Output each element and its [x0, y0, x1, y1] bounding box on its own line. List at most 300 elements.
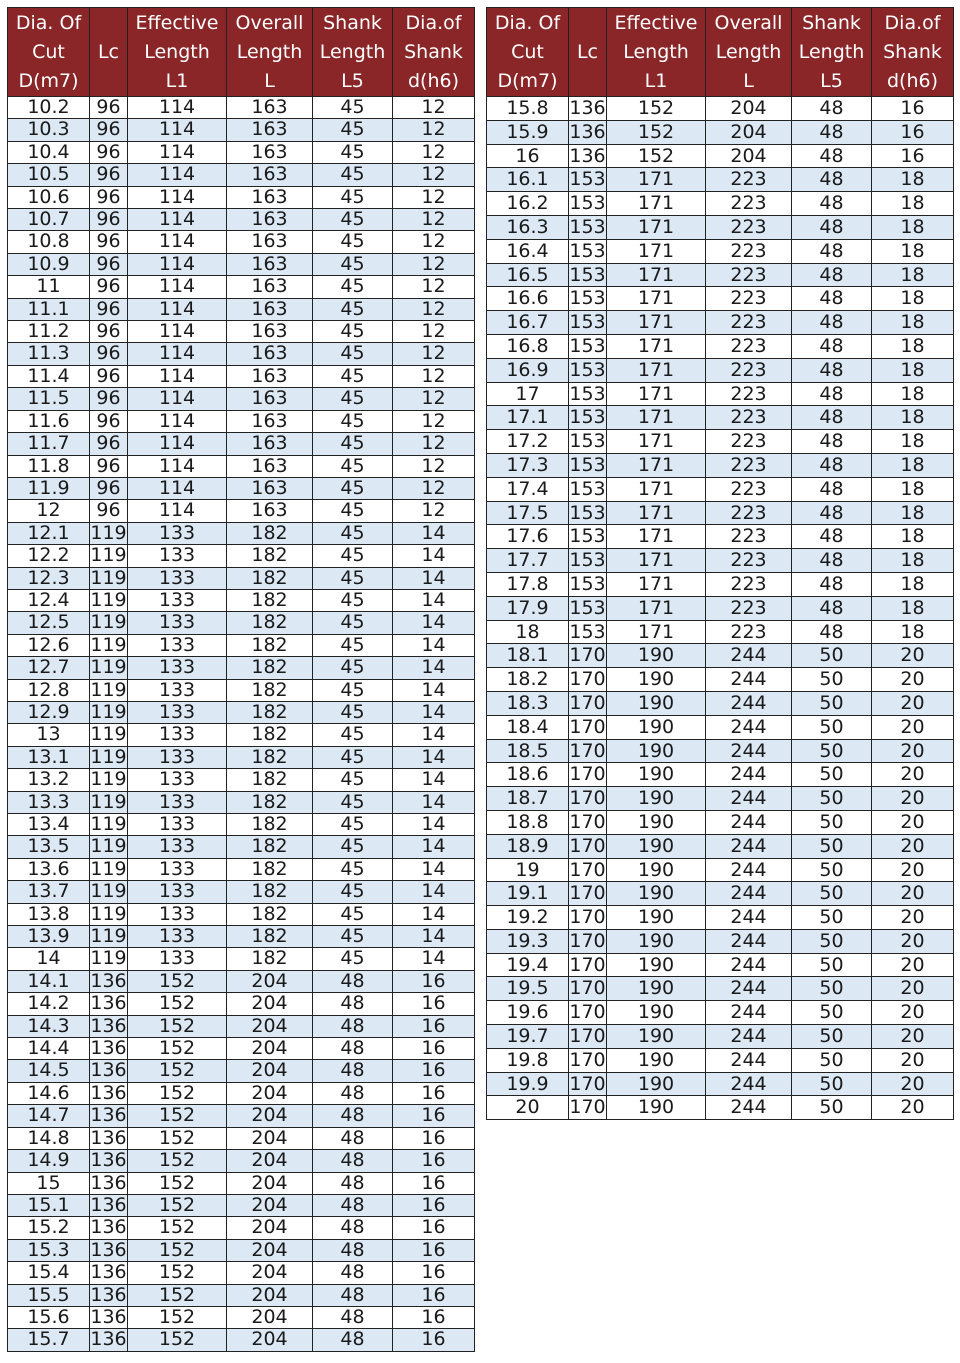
cell-shank-length: 50 — [792, 691, 872, 715]
cell-dia-of-shank: 20 — [872, 953, 954, 977]
table-row — [8, 545, 475, 567]
cell-dia-of-cut: 11.6 — [8, 410, 90, 432]
table-header — [487, 8, 954, 97]
cell-overall-length: 163 — [227, 97, 313, 119]
header-overall-length: Overall Length L — [706, 8, 792, 97]
cell-shank-length: 50 — [792, 763, 872, 787]
cell-lc: 119 — [90, 903, 127, 925]
cell-dia-of-cut: 14.9 — [8, 1150, 90, 1172]
cell-overall-length: 223 — [706, 549, 792, 573]
cell-dia-of-shank: 16 — [393, 1194, 475, 1216]
cell-lc: 153 — [569, 215, 606, 238]
cell-dia-of-shank: 20 — [872, 763, 954, 787]
cell-effective-length: 190 — [607, 834, 706, 858]
cell-overall-length: 204 — [227, 1082, 313, 1104]
cell-effective-length: 152 — [128, 1306, 227, 1328]
spec-table-right — [486, 7, 954, 1120]
cell-dia-of-shank: 14 — [393, 657, 475, 679]
cell-overall-length: 223 — [706, 525, 792, 549]
table-row — [8, 970, 475, 992]
cell-dia-of-cut: 14.2 — [8, 993, 90, 1015]
cell-effective-length: 114 — [128, 276, 227, 298]
cell-shank-length: 45 — [313, 164, 393, 186]
cell-lc: 153 — [569, 311, 606, 334]
table-row — [8, 522, 475, 544]
table-row — [487, 810, 954, 834]
table-row — [487, 1048, 954, 1072]
cell-shank-length: 48 — [792, 501, 872, 525]
cell-dia-of-shank: 16 — [393, 1239, 475, 1261]
cell-effective-length: 152 — [128, 1329, 227, 1351]
cell-lc: 96 — [90, 231, 128, 253]
cell-shank-length: 48 — [313, 1262, 393, 1284]
table-row — [8, 1038, 475, 1060]
table-row — [8, 589, 475, 611]
cell-shank-length: 48 — [313, 1150, 393, 1172]
cell-overall-length: 223 — [706, 358, 792, 382]
cell-overall-length: 223 — [706, 215, 792, 239]
cell-dia-of-cut: 16.3 — [487, 215, 569, 239]
table-row — [8, 612, 475, 634]
table-row — [487, 1001, 954, 1025]
cell-dia-of-cut: 13.8 — [8, 903, 90, 925]
cell-effective-length: 171 — [607, 215, 706, 239]
cell-dia-of-shank: 16 — [393, 1306, 475, 1328]
cell-effective-length: 152 — [607, 97, 706, 121]
cell-dia-of-cut: 10.4 — [8, 141, 90, 163]
table-row — [487, 311, 954, 335]
cell-effective-length: 152 — [607, 144, 706, 168]
cell-effective-length: 190 — [607, 882, 706, 906]
cell-lc: 136 — [569, 120, 606, 143]
cell-dia-of-cut: 18.3 — [487, 691, 569, 715]
cell-shank-length: 45 — [313, 634, 393, 656]
cell-overall-length: 244 — [706, 644, 792, 668]
cell-dia-of-cut: 16.7 — [487, 311, 569, 335]
cell-dia-of-cut: 19.6 — [487, 1001, 569, 1025]
cell-dia-of-shank: 20 — [872, 787, 954, 811]
table-row — [8, 119, 475, 141]
cell-dia-of-shank: 12 — [393, 186, 475, 208]
cell-shank-length: 50 — [792, 834, 872, 858]
cell-shank-length: 48 — [313, 1015, 393, 1037]
cell-overall-length: 182 — [227, 522, 313, 544]
cell-lc: 136 — [90, 1172, 127, 1194]
table-row — [8, 657, 475, 679]
cell-shank-length: 48 — [313, 1217, 393, 1239]
cell-effective-length: 171 — [607, 382, 706, 406]
cell-lc: 170 — [569, 691, 606, 714]
cell-lc: 96 — [90, 97, 128, 119]
cell-dia-of-shank: 18 — [872, 192, 954, 216]
cell-effective-length: 171 — [607, 477, 706, 501]
cell-dia-of-cut: 14.8 — [8, 1127, 90, 1149]
cell-lc: 170 — [569, 1072, 606, 1095]
table-row — [8, 993, 475, 1015]
cell-dia-of-shank: 14 — [393, 612, 475, 634]
cell-dia-of-shank: 12 — [393, 455, 475, 477]
cell-dia-of-shank: 14 — [393, 948, 475, 970]
cell-overall-length: 244 — [706, 929, 792, 953]
cell-lc: 136 — [90, 1037, 127, 1060]
cell-dia-of-cut: 12.9 — [8, 701, 90, 723]
cell-effective-length: 152 — [128, 1105, 227, 1127]
cell-lc: 153 — [569, 406, 606, 429]
cell-dia-of-cut: 19.8 — [487, 1048, 569, 1072]
table-row — [8, 1172, 475, 1194]
table-row — [487, 120, 954, 144]
table-row — [487, 596, 954, 620]
cell-dia-of-shank: 12 — [393, 209, 475, 231]
cell-lc: 153 — [569, 501, 606, 524]
cell-lc: 170 — [569, 834, 606, 857]
cell-dia-of-shank: 18 — [872, 382, 954, 406]
table-row — [8, 1284, 475, 1306]
cell-lc: 170 — [569, 882, 606, 905]
cell-effective-length: 190 — [607, 906, 706, 930]
table-row — [487, 668, 954, 692]
cell-shank-length: 50 — [792, 715, 872, 739]
cell-shank-length: 45 — [313, 365, 393, 387]
table-row — [487, 1096, 954, 1120]
cell-effective-length: 133 — [128, 522, 227, 544]
cell-dia-of-shank: 12 — [393, 321, 475, 343]
cell-dia-of-cut: 18 — [487, 620, 569, 644]
cell-overall-length: 163 — [227, 276, 313, 298]
cell-lc: 119 — [90, 634, 127, 656]
cell-dia-of-cut: 14.4 — [8, 1038, 90, 1060]
cell-dia-of-shank: 20 — [872, 810, 954, 834]
header-overall-length: Overall Length L — [227, 8, 313, 97]
table-row — [487, 144, 954, 168]
cell-overall-length: 223 — [706, 501, 792, 525]
cell-lc: 153 — [569, 453, 606, 476]
cell-effective-length: 190 — [607, 715, 706, 739]
cell-effective-length: 114 — [128, 209, 227, 231]
table-row — [8, 1194, 475, 1216]
header-dia-of-cut: Dia. Of Cut D(m7) — [8, 8, 90, 97]
table-body — [8, 97, 475, 1352]
cell-effective-length: 171 — [607, 596, 706, 620]
cell-lc: 153 — [569, 549, 606, 572]
cell-effective-length: 152 — [128, 1127, 227, 1149]
cell-effective-length: 171 — [607, 192, 706, 216]
cell-effective-length: 190 — [607, 1072, 706, 1096]
cell-overall-length: 182 — [227, 791, 313, 813]
table-row — [8, 500, 475, 522]
cell-overall-length: 244 — [706, 715, 792, 739]
cell-effective-length: 152 — [128, 1194, 227, 1216]
table-row — [8, 746, 475, 768]
cell-overall-length: 163 — [227, 231, 313, 253]
table-row — [487, 263, 954, 287]
cell-dia-of-shank: 20 — [872, 1025, 954, 1049]
cell-shank-length: 48 — [792, 477, 872, 501]
cell-effective-length: 190 — [607, 1048, 706, 1072]
cell-lc: 153 — [569, 334, 606, 357]
cell-lc: 136 — [90, 1149, 127, 1172]
cell-shank-length: 48 — [313, 1194, 393, 1216]
cell-overall-length: 244 — [706, 810, 792, 834]
header-dia-of-shank: Dia.of Shank d(h6) — [872, 8, 954, 97]
cell-dia-of-cut: 16.8 — [487, 334, 569, 358]
cell-lc: 136 — [90, 1015, 127, 1037]
cell-dia-of-shank: 12 — [393, 253, 475, 275]
cell-dia-of-cut: 17 — [487, 382, 569, 406]
cell-shank-length: 50 — [792, 1072, 872, 1096]
cell-shank-length: 48 — [313, 1038, 393, 1060]
cell-effective-length: 133 — [128, 724, 227, 746]
cell-dia-of-shank: 18 — [872, 549, 954, 573]
cell-effective-length: 114 — [128, 97, 227, 119]
cell-dia-of-shank: 14 — [393, 634, 475, 656]
cell-effective-length: 114 — [128, 298, 227, 320]
cell-effective-length: 114 — [128, 164, 227, 186]
table-row — [8, 791, 475, 813]
cell-dia-of-shank: 18 — [872, 477, 954, 501]
table-row — [8, 769, 475, 791]
table-row — [8, 276, 475, 298]
table-row — [8, 881, 475, 903]
cell-dia-of-cut: 18.6 — [487, 763, 569, 787]
cell-shank-length: 45 — [313, 209, 393, 231]
table-row — [8, 1060, 475, 1082]
header-row — [487, 8, 954, 97]
cell-shank-length: 45 — [313, 814, 393, 836]
cell-shank-length: 45 — [313, 926, 393, 948]
cell-dia-of-cut: 19.5 — [487, 977, 569, 1001]
cell-lc: 153 — [569, 596, 606, 619]
cell-overall-length: 182 — [227, 701, 313, 723]
cell-dia-of-shank: 14 — [393, 881, 475, 903]
cell-dia-of-cut: 10.3 — [8, 119, 90, 141]
cell-lc: 136 — [90, 1284, 127, 1306]
cell-effective-length: 114 — [128, 343, 227, 365]
cell-lc: 96 — [90, 343, 128, 365]
table-row — [8, 1127, 475, 1149]
cell-shank-length: 45 — [313, 567, 393, 589]
cell-lc: 119 — [90, 746, 127, 768]
table-row — [487, 287, 954, 311]
cell-lc: 170 — [569, 977, 606, 1000]
cell-shank-length: 48 — [792, 287, 872, 311]
cell-lc: 119 — [90, 768, 127, 791]
cell-dia-of-shank: 16 — [393, 993, 475, 1015]
cell-shank-length: 50 — [792, 929, 872, 953]
cell-shank-length: 45 — [313, 186, 393, 208]
cell-lc: 153 — [569, 382, 606, 405]
cell-dia-of-shank: 20 — [872, 739, 954, 763]
cell-dia-of-shank: 20 — [872, 1048, 954, 1072]
cell-dia-of-shank: 16 — [393, 1150, 475, 1172]
cell-effective-length: 171 — [607, 239, 706, 263]
cell-shank-length: 48 — [792, 525, 872, 549]
cell-dia-of-cut: 15.5 — [8, 1284, 90, 1306]
cell-lc: 170 — [569, 1025, 606, 1048]
table-row — [8, 567, 475, 589]
cell-overall-length: 182 — [227, 881, 313, 903]
cell-overall-length: 244 — [706, 668, 792, 692]
cell-dia-of-cut: 10.8 — [8, 231, 90, 253]
cell-effective-length: 133 — [128, 701, 227, 723]
cell-effective-length: 133 — [128, 903, 227, 925]
cell-dia-of-shank: 18 — [872, 501, 954, 525]
table-row — [8, 433, 475, 455]
cell-dia-of-cut: 11.3 — [8, 343, 90, 365]
cell-overall-length: 244 — [706, 882, 792, 906]
cell-effective-length: 133 — [128, 926, 227, 948]
cell-dia-of-cut: 13.1 — [8, 746, 90, 768]
cell-dia-of-cut: 19.7 — [487, 1025, 569, 1049]
cell-dia-of-shank: 20 — [872, 834, 954, 858]
cell-effective-length: 171 — [607, 358, 706, 382]
cell-dia-of-shank: 18 — [872, 406, 954, 430]
cell-shank-length: 48 — [792, 263, 872, 287]
cell-overall-length: 204 — [706, 120, 792, 144]
cell-effective-length: 171 — [607, 287, 706, 311]
cell-effective-length: 171 — [607, 572, 706, 596]
table-row — [8, 186, 475, 208]
cell-shank-length: 48 — [792, 120, 872, 144]
cell-dia-of-cut: 10.2 — [8, 97, 90, 119]
cell-dia-of-shank: 14 — [393, 701, 475, 723]
cell-lc: 170 — [569, 810, 606, 833]
cell-dia-of-cut: 19.1 — [487, 882, 569, 906]
cell-dia-of-shank: 16 — [393, 1329, 475, 1351]
cell-dia-of-cut: 14.7 — [8, 1105, 90, 1127]
cell-lc: 119 — [90, 858, 127, 880]
cell-lc: 96 — [90, 186, 128, 208]
cell-overall-length: 223 — [706, 596, 792, 620]
header-effective-length: Effective Length L1 — [607, 8, 706, 97]
cell-effective-length: 152 — [128, 1262, 227, 1284]
cell-shank-length: 50 — [792, 1025, 872, 1049]
cell-shank-length: 45 — [313, 948, 393, 970]
cell-dia-of-cut: 17.7 — [487, 549, 569, 573]
cell-overall-length: 223 — [706, 287, 792, 311]
cell-shank-length: 48 — [792, 430, 872, 454]
table-row — [487, 453, 954, 477]
table-row — [8, 679, 475, 701]
cell-lc: 119 — [90, 723, 127, 746]
cell-dia-of-cut: 15.8 — [487, 97, 569, 121]
table-header — [8, 8, 475, 97]
cell-overall-length: 223 — [706, 620, 792, 644]
cell-overall-length: 223 — [706, 453, 792, 477]
cell-dia-of-cut: 14 — [8, 948, 90, 970]
cell-dia-of-cut: 10.5 — [8, 164, 90, 186]
cell-lc: 136 — [90, 1216, 127, 1239]
cell-dia-of-shank: 12 — [393, 343, 475, 365]
cell-lc: 153 — [569, 477, 606, 500]
cell-dia-of-shank: 18 — [872, 620, 954, 644]
cell-dia-of-cut: 11 — [8, 276, 90, 298]
table-row — [487, 834, 954, 858]
cell-dia-of-shank: 16 — [393, 1217, 475, 1239]
cell-dia-of-shank: 12 — [393, 298, 475, 320]
cell-shank-length: 48 — [313, 1329, 393, 1351]
cell-shank-length: 48 — [792, 453, 872, 477]
cell-overall-length: 163 — [227, 410, 313, 432]
cell-dia-of-cut: 12 — [8, 500, 90, 522]
cell-effective-length: 171 — [607, 263, 706, 287]
cell-lc: 119 — [90, 589, 127, 611]
cell-dia-of-shank: 12 — [393, 276, 475, 298]
cell-overall-length: 204 — [227, 1105, 313, 1127]
cell-effective-length: 133 — [128, 657, 227, 679]
header-shank-length: Shank Length L5 — [792, 8, 872, 97]
cell-dia-of-shank: 16 — [393, 1172, 475, 1194]
cell-shank-length: 50 — [792, 644, 872, 668]
cell-dia-of-cut: 10.7 — [8, 209, 90, 231]
cell-shank-length: 50 — [792, 668, 872, 692]
cell-dia-of-cut: 17.2 — [487, 430, 569, 454]
cell-overall-length: 244 — [706, 1072, 792, 1096]
cell-lc: 136 — [569, 97, 606, 119]
cell-lc: 170 — [569, 763, 606, 786]
cell-lc: 136 — [90, 1194, 127, 1216]
table-row — [8, 298, 475, 320]
cell-dia-of-shank: 14 — [393, 545, 475, 567]
cell-overall-length: 204 — [227, 1015, 313, 1037]
cell-overall-length: 163 — [227, 500, 313, 522]
table-row — [8, 926, 475, 948]
cell-dia-of-cut: 12.3 — [8, 567, 90, 589]
cell-lc: 153 — [569, 525, 606, 548]
cell-overall-length: 163 — [227, 365, 313, 387]
cell-overall-length: 204 — [227, 970, 313, 992]
cell-effective-length: 190 — [607, 953, 706, 977]
cell-dia-of-shank: 18 — [872, 358, 954, 382]
cell-lc: 119 — [90, 925, 127, 948]
cell-shank-length: 48 — [313, 1284, 393, 1306]
cell-lc: 136 — [90, 1104, 127, 1127]
cell-dia-of-cut: 11.7 — [8, 433, 90, 455]
cell-overall-length: 244 — [706, 953, 792, 977]
header-shank-length: Shank Length L5 — [313, 8, 393, 97]
cell-overall-length: 182 — [227, 926, 313, 948]
cell-shank-length: 45 — [313, 410, 393, 432]
cell-lc: 119 — [90, 813, 127, 835]
cell-shank-length: 48 — [792, 596, 872, 620]
cell-shank-length: 48 — [792, 382, 872, 406]
table-row — [487, 620, 954, 644]
cell-shank-length: 48 — [313, 1082, 393, 1104]
cell-shank-length: 45 — [313, 881, 393, 903]
table-row — [487, 572, 954, 596]
cell-effective-length: 190 — [607, 858, 706, 882]
cell-overall-length: 163 — [227, 388, 313, 410]
table-row — [8, 141, 475, 163]
cell-dia-of-cut: 12.8 — [8, 679, 90, 701]
cell-lc: 119 — [90, 835, 127, 858]
header-row — [8, 8, 475, 97]
cell-dia-of-cut: 16.1 — [487, 168, 569, 192]
cell-effective-length: 133 — [128, 746, 227, 768]
cell-overall-length: 163 — [227, 298, 313, 320]
cell-overall-length: 163 — [227, 343, 313, 365]
cell-overall-length: 223 — [706, 168, 792, 192]
cell-effective-length: 114 — [128, 365, 227, 387]
table-row — [487, 430, 954, 454]
cell-dia-of-cut: 12.7 — [8, 657, 90, 679]
table-row — [487, 168, 954, 192]
cell-dia-of-shank: 16 — [393, 1284, 475, 1306]
cell-lc: 119 — [90, 679, 127, 701]
cell-effective-length: 190 — [607, 1096, 706, 1120]
cell-overall-length: 163 — [227, 164, 313, 186]
cell-effective-length: 152 — [128, 1239, 227, 1261]
